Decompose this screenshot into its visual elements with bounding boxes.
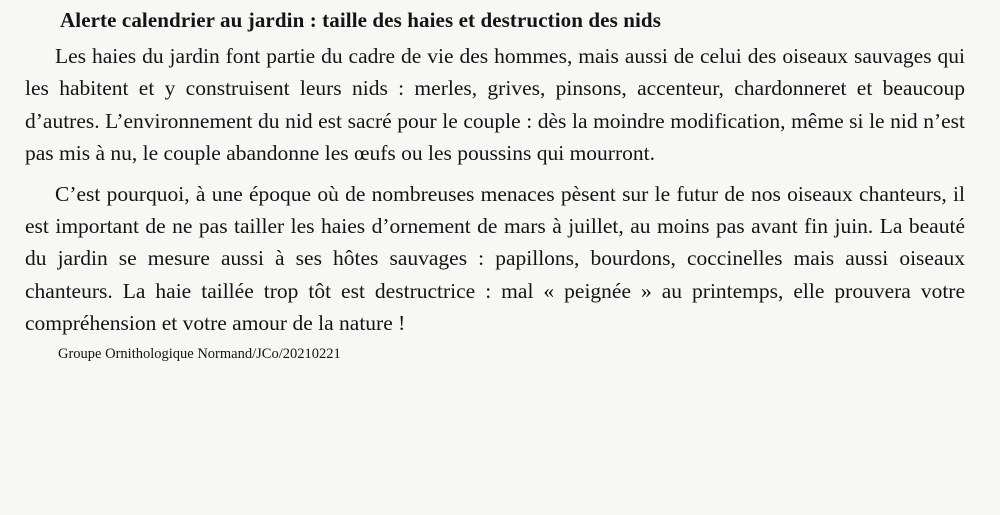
article-body: [25, 40, 965, 340]
article-title: Alerte calendrier au jardin : taille des haies et destruction des nids: [60, 8, 661, 32]
source-credit: Groupe Ornithologique Normand/JCo/20210221: [58, 345, 341, 362]
paragraph-1: Les haies du jardin font partie du cadre de vie des hommes, mais aussi de celui des oiseaux sauvages qui les habitent et y construisent leurs nids : merles, grives, pinsons, accenteur, chardonneret et beaucoup d’autres. L’environnement du nid est sacré pour le couple : dès la moindre modification, même si le nid n’est pas mis à nu, le couple abandonne les œufs ou les poussins qui mourront.: [25, 44, 965, 166]
paragraph-2: C’est pourquoi, à une époque où de nombreuses menaces pèsent sur le futur de nos oiseaux chanteurs, il est important de ne pas tailler les haies d’ornement de mars à juillet, au moins pas avant fin juin. La beauté du jardin se mesure aussi à ses hôtes sauvages : papillons, bourdons, coccinelles mais aussi oiseaux chanteurs. La haie taillée trop tôt est destructrice : mal « peignée » au printemps, elle prouvera votre compréhension et votre amour de la nature !: [25, 181, 965, 336]
